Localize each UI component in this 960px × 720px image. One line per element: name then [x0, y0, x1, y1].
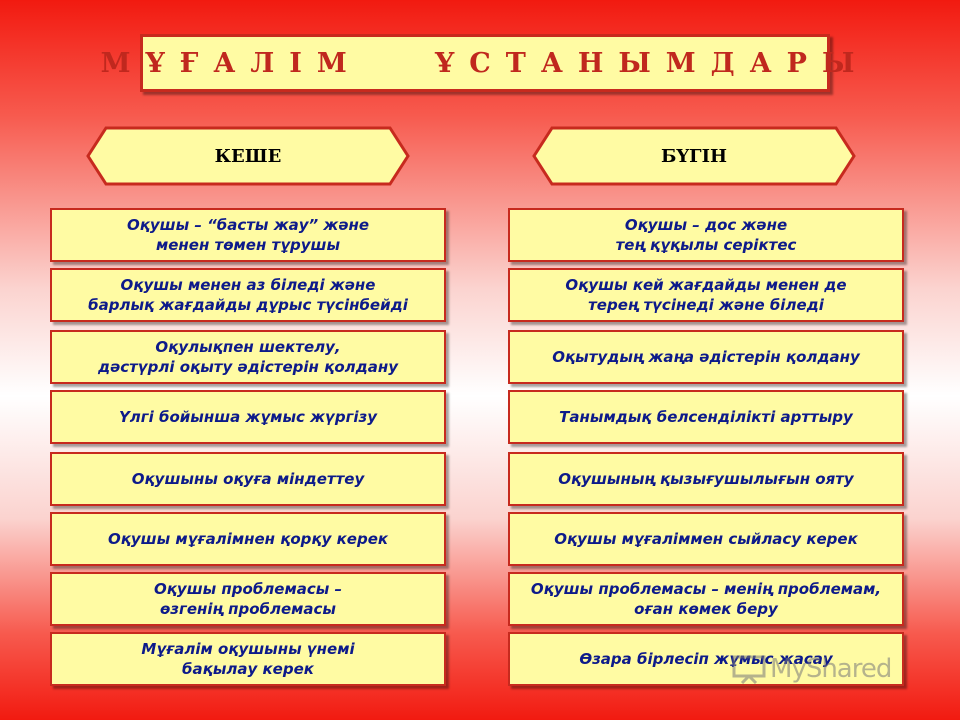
heading-yesterday [86, 126, 410, 186]
yesterday-item-7: Оқушы проблемасы – өзгенің проблемасы [50, 572, 446, 626]
today-item-5: Оқушының қызығушылығын ояту [508, 452, 904, 506]
yesterday-item-8: Мұғалім оқушыны үнемі бақылау керек [50, 632, 446, 686]
watermark-text: MyShared [770, 654, 892, 684]
yesterday-item-2: Оқушы менен аз біледі және барлық жағдайды дұрыс түсінбейді [50, 268, 446, 322]
today-item-7: Оқушы проблемасы – менің проблемам, оған көмек беру [508, 572, 904, 626]
today-item-3: Оқытудың жаңа әдістерін қолдану [508, 330, 904, 384]
yesterday-item-1: Оқушы – “басты жау” және менен төмен тұрушы [50, 208, 446, 262]
today-item-6: Оқушы мұғаліммен сыйласу керек [508, 512, 904, 566]
title-box [100, 34, 870, 92]
today-item-4: Танымдық белсенділікті арттыру [508, 390, 904, 444]
today-item-1: Оқушы – дос және тең құқылы серіктес [508, 208, 904, 262]
today-item-2: Оқушы кей жағдайды менен де терең түсінеді және біледі [508, 268, 904, 322]
page-title: МҰҒАЛІМ ҰСТАНЫМДАРЫ [100, 47, 870, 79]
yesterday-item-5: Оқушыны оқуға міндеттеу [50, 452, 446, 506]
yesterday-item-6: Оқушы мұғалімнен қорқу керек [50, 512, 446, 566]
presentation-icon [732, 654, 766, 684]
yesterday-item-4: Үлгі бойынша жұмыс жүргізу [50, 390, 446, 444]
today-item-8: Өзара бірлесіп жұмыс жасау [508, 632, 904, 686]
heading-today [532, 126, 856, 186]
yesterday-item-3: Оқулықпен шектелу, дәстүрлі оқыту әдістерін қолдану [50, 330, 446, 384]
heading-today-label: БҮГІН [660, 145, 728, 167]
watermark [732, 650, 891, 688]
heading-yesterday-label: КЕШЕ [214, 145, 282, 167]
